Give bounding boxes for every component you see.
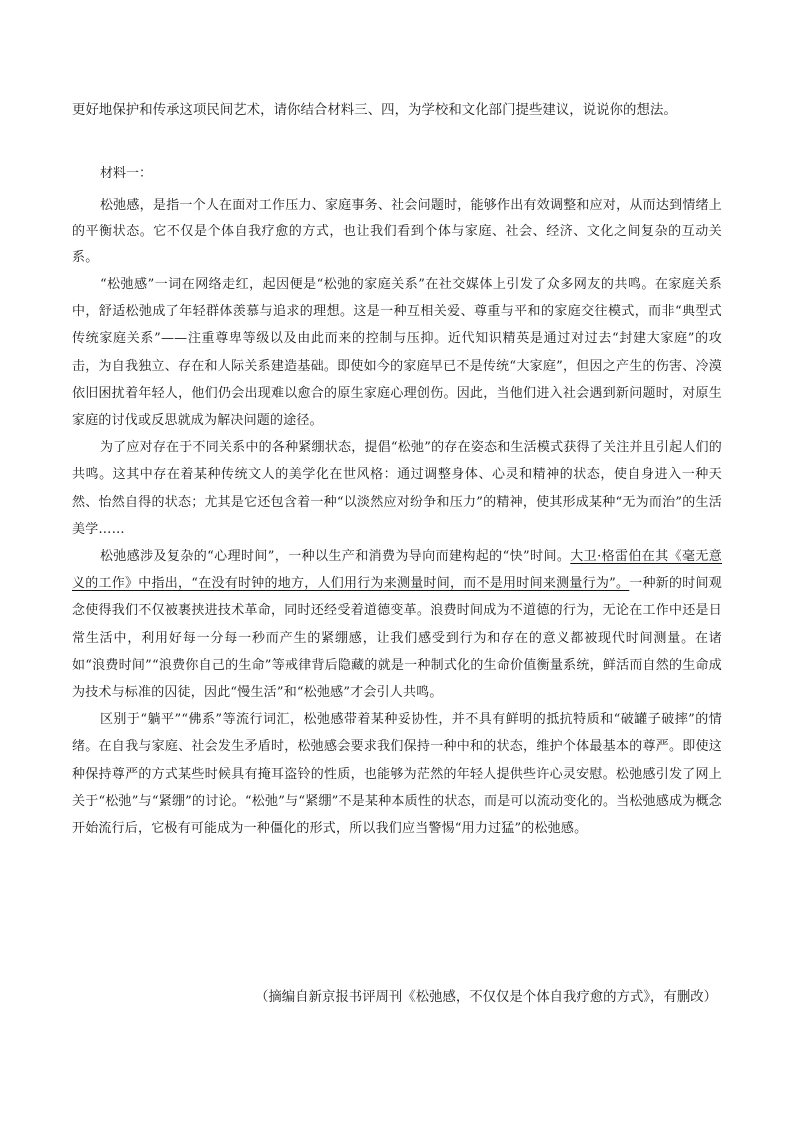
paragraph-3: 为了应对存在于不同关系中的各种紧绷状态，提倡“松弛”的存在姿态和生活模式获得了关注并且引起人们的共鸣。这其中存在着某种传统文人的美学化在世风格：通过调整身体、心灵和精神的状态，使自身进入一种天然、怡然自得的状态；尤其是它还包含着一种“以淡然应对纷争和压力”的精神，使其形成某种“无为而治”的生活美学……	[72, 440, 722, 537]
paragraph-4	[72, 543, 722, 706]
question-prompt-line: 更好地保护和传承这项民间艺术，请你结合材料三、四，为学校和文化部门提些建议，说说你的想法。	[72, 103, 677, 118]
paragraph-5: 区别于“躺平”“佛系”等流行词汇，松弛感带着某种妥协性，并不具有鲜明的抵抗特质和“破罐子破摔”的情绪。在自我与家庭、社会发生矛盾时，松弛感会要求我们保持一种中和的状态，维护个体最基本的尊严。即使这种保持尊严的方式某些时候具有掩耳盗铃的性质，也能够为茫然的年轻人提供些许心灵安慰。松弛感引发了网上关于“松弛”与“紧绷”的讨论。“松弛”与“紧绷”不是某种本质性的状态，而是可以流动变化的。当松弛感成为概念开始流行后，它极有可能成为一种僵化的形式，所以我们应当警惕“用力过猛”的松弛感。	[72, 712, 722, 837]
material-body	[72, 193, 722, 842]
paragraph-4-rest: 一种新的时间观念使得我们不仅被裹挟进技术革命，同时还经受着道德变革。浪费时间成为不道德的行为，无论在工作中还是日常生活中，利用好每一分每一秒而产生的紧绷感，让我们感受到行为和存在的意义都被现代时间测量。在诸如“浪费时间”“浪费你自己的生命”等戒律背后隐藏的就是一种制式化的生命价值衡量系统，鲜活而自然的生命成为技术与标准的囚徒，因此“慢生活”和“松弛感”才会引人共鸣。	[72, 576, 722, 701]
source-citation: （摘编自新京报书评周刊《松弛感，不仅仅是个体自我疗愈的方式》，有删改）	[255, 990, 717, 1005]
paragraph-1: 松弛感，是指一个人在面对工作压力、家庭事务、社会问题时，能够作出有效调整和应对，从而达到情绪上的平衡状态。它不仅是个体自我疗愈的方式，也让我们看到个体与家庭、社会、经济、文化之间复杂的互动关系。	[72, 198, 722, 265]
underlined-quote: 大卫·格雷伯在其《毫无意义的工作》中指出，“在没有时钟的地方，人们用行为来测量时间，而不是用时间来测量行为”。	[72, 549, 722, 592]
paragraph-4-lead: 松弛感涉及复杂的“心理时间”，一种以生产和消费为导向而建构起的“快”时间。	[99, 549, 571, 565]
paragraph-2: “松弛感”一词在网络走红，起因便是“松弛的家庭关系”在社交媒体上引发了众多网友的共鸣。在家庭关系中，舒适松弛成了年轻群体羡慕与追求的理想。这是一种互相关爱、尊重与平和的家庭交往模式，而非“典型式传统家庭关系”——注重尊卑等级以及由此而来的控制与压抑。近代知识精英是通过对过去“封建大家庭”的攻击，为自我独立、存在和人际关系建造基础。即使如今的家庭早已不是传统“大家庭”，但因之产生的伤害、冷漠依旧困扰着年轻人，他们仍会出现难以愈合的原生家庭心理创伤。因此，当他们进入社会遇到新问题时，对原生家庭的讨伐或反思就成为解决问题的途径。	[72, 277, 722, 429]
material-label: 材料一：	[100, 166, 153, 181]
